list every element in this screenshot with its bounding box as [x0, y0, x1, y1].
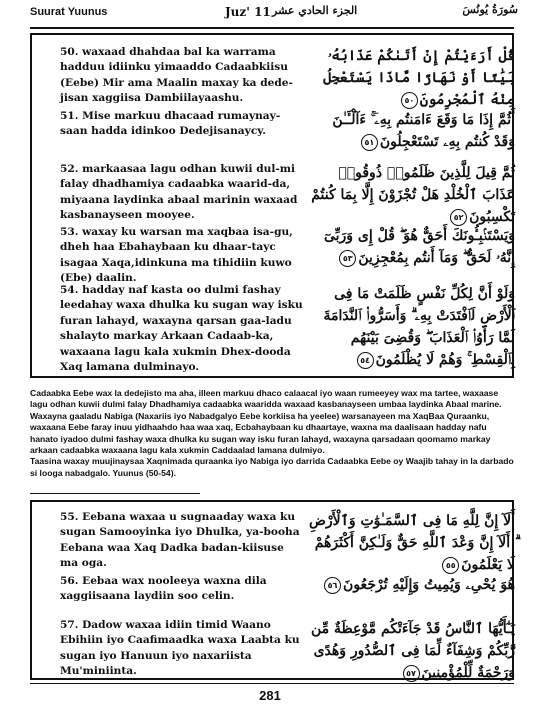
surah-arabic: سُورَةُ يُونُسَ [462, 3, 518, 16]
separator-rule [30, 493, 200, 494]
verse-number-marker: ٥٧ [403, 665, 420, 682]
verse-translation: 56. Eebaa wax nooleeya waxna dila xaggiisaana laydiin soo celin. [60, 575, 267, 603]
footer-rule [30, 683, 514, 684]
commentary-paragraph: Taasina waxay muujinaysaa Xaqnimada quraanka iyo Nabiga iyo darrida Cadaabka Eebe oy Waajib tahay in la darbado si looga nabadgalo. Yuunus (50-54). [30, 456, 514, 478]
surah-name: Suurat Yuunus [30, 6, 108, 18]
verse-arabic: أَلَآ إِنَّ لِلَّهِ مَا فِى ٱلسَّمَـٰوَٰتِ وَٱلْأَرْضِ ۗ أَلَآ إِنَّ وَعْدَ ٱللَّهِ حَقٌّ وَلَـٰكِنَّ أَكْثَرَهُمْ لَا يَعْلَمُونَ٥٥ [308, 513, 515, 573]
verse-translation: 54. hadday naf kasta oo dulmi fashay leedahay waxa dhulka ku sugan way isku furan lahayd, waxayna qarsan gaa-ladu shalayto markay Arkaan Cadaab-ka, waxaana lagu kala xukmin Dhex-dooda Xaq lamana dulminayo. [60, 284, 303, 374]
verse-number-marker: ٥١ [361, 134, 378, 151]
commentary-paragraph: Cadaabka Eebe wax la dedejisto ma aha, illeen markuu dhaco calaacal iyo waan rumeeyey wax ma tartee, waxaase lagu odhan kuwii dulmi falay Dhadhamiya cadaabka waaridda waxaad kasbanayseen umbaa laydinka Abaal marine. Waxayna gaaladu Nabiga (Naxariis iyo Nabadgalyo Eebe korkiisa ha yeelee) warsanayeen ma XaqBaa Quraanku, waxaana Eebe faray inuu yidhaahdo haa waa xaq, Ecbahaybaan ku dhaartaye, waxna ma daalisaan hadday nafu hanato iyadoo dulmi fashay waxa dhulka ku sugan way isku furan lahayd, waxayna qarsadaan qoomamo markay arkaan cadaabka waxaana lagu kala xukmin Caddaalad lamana dulmiyo. [30, 388, 502, 456]
verse-arabic: قُلْ أَرَءَيْتُمْ إِنْ أَتَىٰكُمْ عَذَابُهُۥ بَيَٰتًا أَوْ نَهَارًا مَّاذَا يَسْتَعْجِلُ مِنْهُ ٱلْمُجْرِمُونَ٥٠ [323, 48, 515, 108]
juz-arabic: الجزء الحادي عشر [272, 4, 358, 17]
verse-arabic: وَيَسْتَنۢبِـُٔونَكَ أَحَقٌّ هُوَ ۖ قُلْ إِى وَرَبِّىٓ إِنَّهُۥ لَحَقٌّ ۖ وَمَآ أَنتُم بِمُعْجِزِينَ٥٣ [323, 228, 515, 266]
verse-section-top [30, 33, 514, 378]
verse-section-bottom [30, 500, 514, 680]
verse-arabic: وَلَوْ أَنَّ لِكُلِّ نَفْسٍ ظَلَمَتْ مَا فِى ٱلْأَرْضِ لَٱفْتَدَتْ بِهِۦ ۗ وَأَسَرُّوا۟ ٱلنَّدَامَةَ لَمَّا رَأَوُا۟ ٱلْعَذَابَ ۖ وَقُضِىَ بَيْنَهُم بِٱلْقِسْطِ ۚ وَهُمْ لَا يُظْلَمُونَ٥٤ [323, 286, 515, 368]
verse-arabic: أَثُمَّ إِذَا مَا وَقَعَ ءَامَنتُم بِهِۦٓ ۚ ءَآلْـَٔـٰنَ وَقَدْ كُنتُم بِهِۦ تَسْتَعْجِلُونَ٥١ [332, 112, 515, 150]
page-number: 281 [259, 688, 281, 703]
commentary [30, 388, 514, 479]
verse-arabic: ثُمَّ قِيلَ لِلَّذِينَ ظَلَمُوا۟ ذُوقُوا۟ عَذَابَ ٱلْخُلْدِ هَلْ تُجْزَوْنَ إِلَّا بِمَا كُنتُمْ تَكْسِبُونَ٥٢ [311, 165, 515, 225]
verse-translation: 57. Dadow waxaa idiin timid Waano Ebihiin iyo Caafimaadka waxa Laabta ku sugan iyo Hanuun iyo naxariista Mu'miniinta. [60, 619, 300, 678]
verse-arabic: يَـٰٓأَيُّهَا ٱلنَّاسُ قَدْ جَآءَتْكُم مَّوْعِظَةٌ مِّن رَّبِّكُمْ وَشِفَآءٌ لِّمَا فِى ٱلصُّدُورِ وَهُدًى وَرَحْمَةٌ لِّلْمُؤْمِنِينَ٥٧ [310, 621, 515, 681]
verse-number-marker: ٥٤ [357, 352, 374, 369]
verse-translation: 52. markaasaa lagu odhan kuwii dul-mi falay dhadhamiya cadaabka waarid-da, miyaana laydinka abaal marinin waxaad kasbanayseen mooyee. [60, 163, 298, 222]
verse-translation: 50. waxaad dhahdaa bal ka warrama hadduu idiinku yimaaddo Cadaabkiisu (Eebe) Mir ama Maalin maxay ka dede-jisan xaggiisa Dambiilayaashu. [60, 46, 293, 105]
page-header [0, 0, 540, 26]
juz-label: Juz' 11 [225, 5, 271, 19]
verse-translation: 53. waxay ku warsan ma xaqbaa isa-gu, dheh haa Ebahaybaan ku dhaar-tayc isagaa Xaqa,idinkuna ma tihidiin kuwo (Ebe) daalin. [60, 226, 293, 285]
verse-number-marker: ٥٢ [450, 209, 467, 226]
verse-arabic: هُوَ يُحْىِۦ وَيُمِيتُ وَإِلَيْهِ تُرْجَعُونَ٥٦ [307, 574, 515, 596]
verse-translation: 51. Mise markuu dhacaad rumaynay-saan hadda idinkoo Dedejisanaycy. [60, 110, 281, 138]
verse-number-marker: ٥٣ [339, 250, 356, 267]
verse-number-marker: ٥٦ [324, 577, 341, 594]
header-rule [30, 27, 514, 29]
verse-translation: 55. Eebana waxaa u sugnaaday waxa ku sugan Samooyinka iyo Dhulka, ya-booha Eebana waa Xaq Dadka badan-kiisuse ma oga. [60, 511, 300, 570]
verse-number-marker: ٥٥ [442, 557, 459, 574]
verse-number-marker: ٥٠ [401, 92, 418, 109]
